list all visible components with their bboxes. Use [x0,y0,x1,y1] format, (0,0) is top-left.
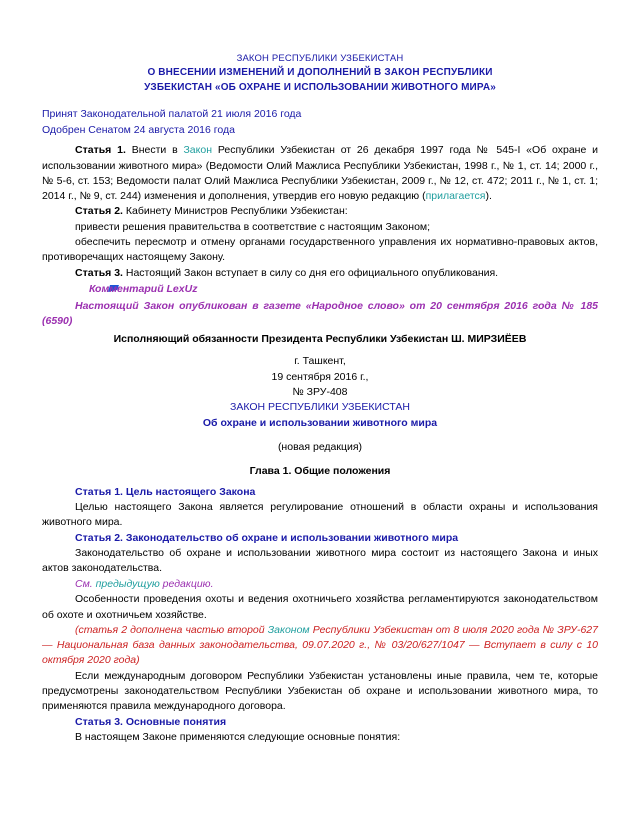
law-article-2-body-3: Если международным договором Республики Узбекистан установлены иные правила, чем те, которые предусмотрены законодательством Республики Узбекистан об охране и использовании животного мира, то применяются правила международного договора. [42,669,598,713]
law-title: ЗАКОН РЕСПУБЛИКИ УЗБЕКИСТАН [230,401,410,414]
article-1-text-end: ). [485,190,492,203]
header-line-2: О ВНЕСЕНИИ ИЗМЕНЕНИЙ И ДОПОЛНЕНИЙ В ЗАКОН РЕСПУБЛИКИ [147,67,493,79]
article-2-paragraph [42,204,598,219]
law-article-2-body-2: Особенности проведения охоты и ведения охотничьего хозяйства регламентируются законодательством об охоте и охотничьем хозяйстве. [42,593,598,621]
article-3-paragraph [42,266,598,281]
see-previous-edition [42,577,598,593]
article-2-intro: Кабинету Министров Республики Узбекистан: [122,205,348,218]
amendment-note-prefix: (статья 2 дополнена частью второй [75,623,268,636]
previous-edition-link[interactable]: предыдущую [95,577,160,590]
attachment-link[interactable]: прилагается [425,190,486,203]
signature-number: № ЗРУ-408 [292,386,348,399]
flag-icon [75,282,86,290]
law-edition: (новая редакция) [277,440,363,453]
article-1-paragraph [42,143,598,204]
article-2-label: Статья 2. [75,205,123,218]
amendment-law-link[interactable]: Законом [267,623,310,636]
header-line-3: УЗБЕКИСТАН «ОБ ОХРАНЕ И ИСПОЛЬЗОВАНИИ ЖИВОТНОГО МИРА» [144,81,496,93]
amendment-note [42,623,598,669]
lexuz-comment-header [42,281,598,297]
article-1-text-after: Республики Узбекистан от 26 декабря 1997 года № 545-I «Об охране и использовании животного мира» (Ведомости Олий Мажлиса Республики Узбекистан, 1998 г., № 1, ст. 14; 2000 г., № 5-6, ст. 153; Ведомости палат Олий Мажлиса Республики Узбекистан, 2009 г., № 12, ст. 472; 2011 г., № 1, ст. 1; 2014 г., № 9, ст. 244) изменения и дополнения, утвердив его новую редакцию ( [42,144,598,203]
law-chapter-1: Глава 1. Общие положения [249,465,391,478]
document-header [42,52,598,95]
law-article-3-heading: Статья 3. Основные понятия [75,715,227,728]
see-previous-prefix: См. [75,577,96,590]
law-article-2-body: Законодательство об охране и использовании животного мира состоит из настоящего Закона и иных актов законодательства. [42,547,598,575]
signature-city: г. Ташкент, [294,355,346,368]
law-subject: Об охране и использовании животного мира [202,416,438,429]
law-link[interactable]: Закон [183,144,213,157]
article-2-item-2: обеспечить пересмотр и отмену органами государственного управления их нормативно-правовых актов, противоречащих настоящему Закону. [42,236,598,264]
amendment-note-suffix: Республики Узбекистан от 8 июля 2020 года № ЗРУ-627 — Национальная база данных законодательства, 09.07.2020 г., № 03/20/627/1047 — Вступает в силу с 10 октября 2020 года) [42,623,598,667]
article-1-label: Статья 1. [75,144,126,157]
header-line-1: ЗАКОН РЕСПУБЛИКИ УЗБЕКИСТАН [236,53,404,64]
article-1-text-before: Внести в [125,144,184,157]
law-article-2-heading: Статья 2. Законодательство об охране и использовании животного мира [75,531,459,544]
president-signature: Исполняющий обязанности Президента Республики Узбекистан Ш. МИРЗИЁЕВ [113,333,527,346]
see-previous-suffix: редакцию. [159,577,214,590]
accepted-line: Принят Законодательной палатой 21 июля 2016 года [42,108,302,121]
law-article-3-body: В настоящем Законе применяются следующие основные понятия: [75,731,401,744]
lexuz-comment-body: Настоящий Закон опубликован в газете «Народное слово» от 20 сентября 2016 года № 185 (6590) [42,299,598,328]
article-2-item-1: привести решения правительства в соответствие с настоящим Законом; [75,220,431,233]
article-3-text: Настоящий Закон вступает в силу со дня его официального опубликования. [122,266,499,279]
lexuz-comment-title: Комментарий LexUz [89,282,198,295]
signature-date: 19 сентября 2016 г., [271,370,369,383]
law-article-1-body: Целью настоящего Закона является регулирование отношений в области охраны и использования животного мира. [42,501,598,529]
article-3-label: Статья 3. [75,266,123,279]
law-article-1-heading: Статья 1. Цель настоящего Закона [75,485,256,498]
approved-line: Одобрен Сенатом 24 августа 2016 года [42,123,235,136]
